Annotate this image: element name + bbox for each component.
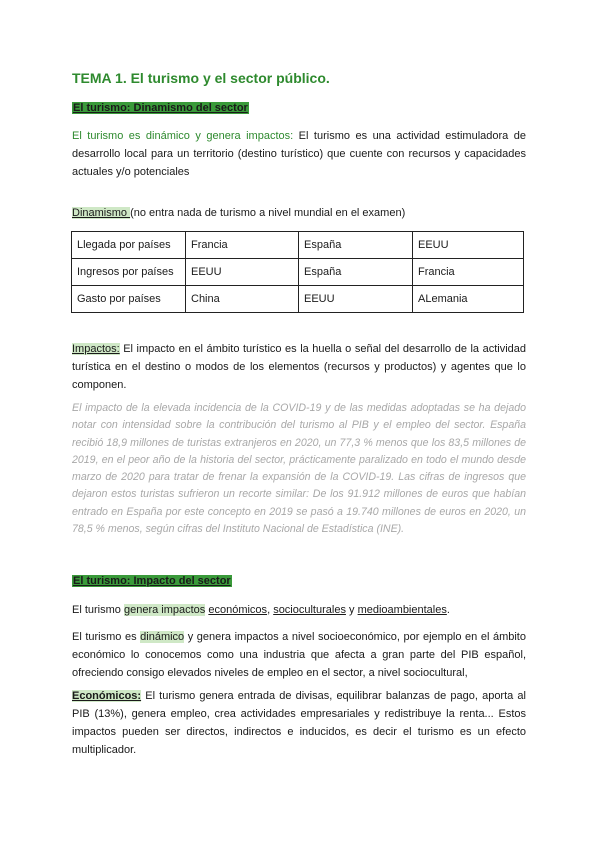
intro-colon: : — [290, 130, 294, 142]
text-run: El turismo genera entrada de divisas, equilibrar balanzas de pago, aporta al PIB (13%), genera empleo, crea actividades empresariales y redistribuye la renta... Estos impactos pueden ser directos, indirectos e inducidos, es decir el turismo es un efecto multiplicador. — [72, 690, 526, 756]
economicos-paragraph — [72, 687, 526, 759]
table-cell: España — [299, 259, 413, 286]
economicos-link: económicos — [208, 604, 268, 616]
section-heading-impacto: El turismo: Impacto del sector — [73, 575, 231, 587]
table-cell: Francia — [413, 259, 524, 286]
text-run: y — [345, 604, 358, 616]
economicos-label: Económicos: — [72, 690, 142, 702]
table-cell: Ingresos por países — [72, 259, 186, 286]
text-run: El turismo es — [72, 631, 141, 643]
intro-label: El turismo es dinámico y genera impactos — [72, 130, 291, 142]
dinamismo-note: (no entra nada de turismo a nivel mundial en el examen) — [130, 207, 406, 219]
socioculturales-link: socioculturales — [273, 604, 346, 616]
text-run: El turismo — [72, 604, 124, 616]
table-row — [72, 286, 524, 313]
covid-quote: El impacto de la elevada incidencia de la COVID-19 y de las medidas adoptadas se ha dejado notar con intensidad sobre la contribución del turismo al PIB y el empleo del sector. España recibió 18,9 millones de turistas extranjeros en 2020, un 77,3 % menos que los 83,5 millones de 2019, en el peor año de la historia del sector, prácticamente paralizado en todo el mundo desde marzo de 2020 para tratar de frenar la expansión de la COVID-19. Las cifras de ingresos que dejaron estos turistas sufrieron un recorte similar: De los 91.912 millones de euros que habían entrado en España por este concepto en 2019 se pasó a 19.740 millones de euros en 2020, un 78,5 % menos, según cifras del Instituto Nacional de Estadística (INE). — [72, 402, 526, 536]
dinamico-highlight: dinámico — [140, 631, 185, 643]
impactos-label: Impactos: — [72, 343, 120, 355]
table-cell: EEUU — [413, 232, 524, 259]
text-run: y genera impactos a nivel socioeconómico, por ejemplo en el ámbito económico lo conocemos como una industria que afecta a gran parte del PIB español, ofreciendo consigo elevados niveles de empleo en el sector, a nivel sociocultural, — [72, 631, 526, 679]
table-cell: España — [299, 232, 413, 259]
dinamismo-line — [72, 204, 526, 222]
text-run: , — [267, 604, 274, 616]
section-heading-dinamismo: El turismo: Dinamismo del sector — [73, 102, 248, 114]
dinamismo-label: Dinamismo — [72, 207, 131, 219]
table-row — [72, 232, 524, 259]
impacts-types-paragraph — [72, 601, 526, 619]
text-run: . — [446, 604, 450, 616]
impactos-paragraph — [72, 340, 526, 394]
medioambientales-link: medioambientales — [357, 604, 447, 616]
intro-text: El turismo es una actividad estimuladora de desarrollo local para un territorio (destino turístico) que cuente con recursos y capacidades actuales y/o potenciales — [72, 130, 526, 178]
table-cell: EEUU — [299, 286, 413, 313]
page-title: TEMA 1. El turismo y el sector público. — [72, 70, 330, 86]
table-cell: Francia — [186, 232, 299, 259]
table-cell: ALemania — [413, 286, 524, 313]
table-cell: EEUU — [186, 259, 299, 286]
table-cell: Llegada por países — [72, 232, 186, 259]
intro-paragraph — [72, 127, 526, 181]
table-row — [72, 259, 524, 286]
impactos-text: El impacto en el ámbito turístico es la huella o señal del desarrollo de la actividad turística en el destino o modos de los elementos (recursos y productos) y agentes que lo componen. — [72, 343, 526, 391]
ranking-table — [71, 231, 524, 313]
table-cell: Gasto por países — [72, 286, 186, 313]
dinamico-paragraph — [72, 628, 526, 682]
genera-impactos-highlight: genera impactos — [123, 604, 206, 616]
table-cell: China — [186, 286, 299, 313]
